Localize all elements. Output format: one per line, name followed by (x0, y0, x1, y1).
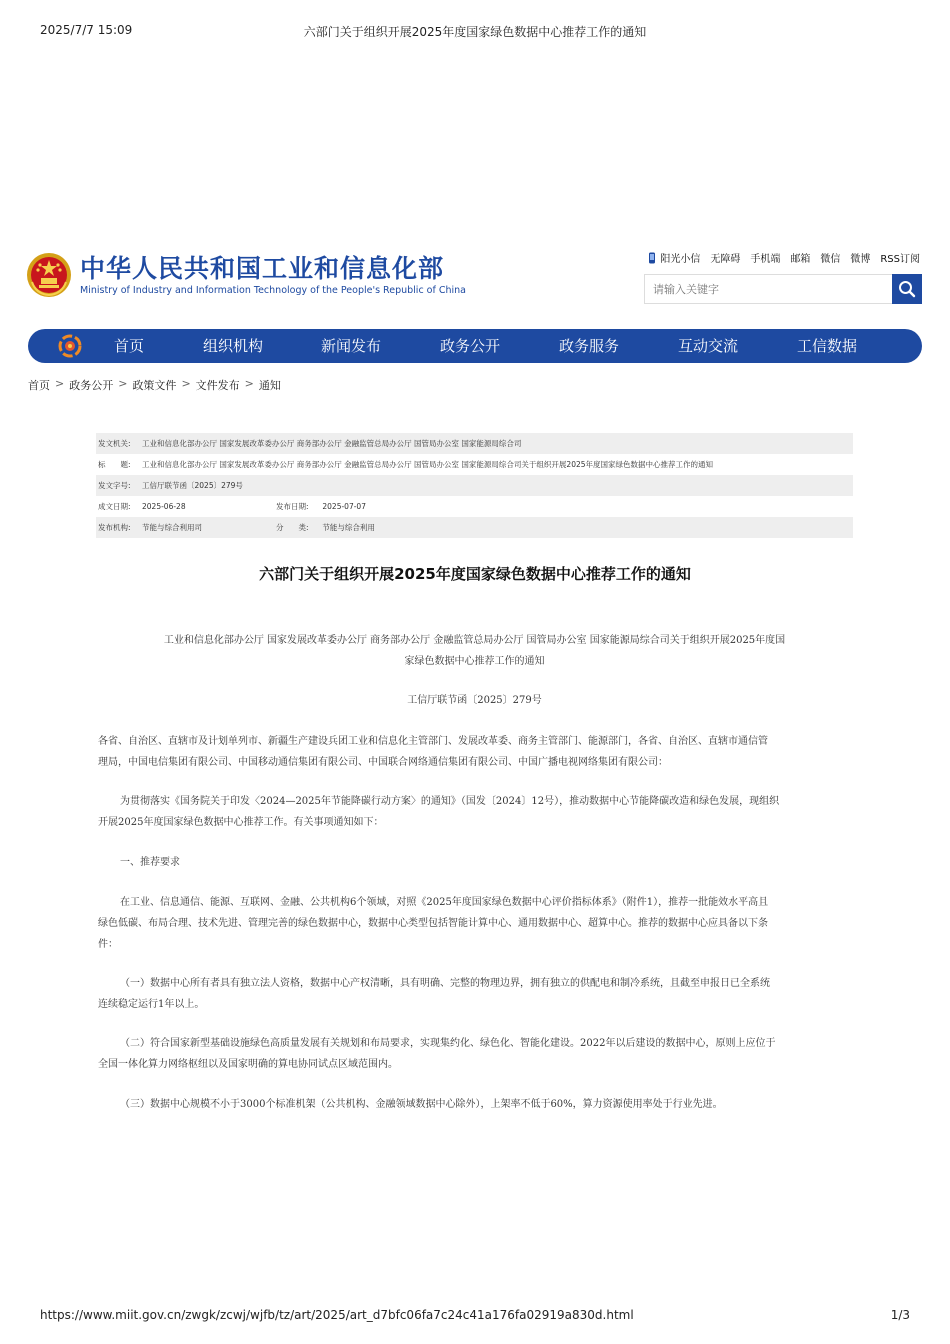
breadcrumb-notice[interactable]: 通知 (258, 379, 281, 392)
search-box (644, 274, 922, 304)
text-line: 件： (98, 939, 118, 950)
document-number: 工信厅联节函〔2025〕279号 (407, 695, 542, 706)
search-icon (898, 280, 916, 298)
document-title: 六部门关于组织开展2025年度国家绿色数据中心推荐工作的通知 (259, 565, 691, 583)
document-subtitle (96, 630, 853, 672)
top-link-sunshine[interactable] (648, 250, 700, 265)
meta-issuer: 工业和信息化部办公厅 国家发展改革委办公厅 商务部办公厅 金融监管总局办公厅 国管局办公室 国家能源局综合司 (142, 439, 522, 448)
meta-label: 发布机构: (98, 523, 131, 532)
nav-logo-icon (58, 334, 82, 358)
print-page-title: 六部门关于组织开展2025年度国家绿色数据中心推荐工作的通知 (303, 25, 647, 39)
mascot-icon (648, 252, 656, 264)
breadcrumb (28, 377, 281, 393)
print-datetime: 2025/7/7 15:09 (40, 23, 133, 37)
text-line: （一）数据中心所有者具有独立法人资格，数据中心产权清晰，具有明确、完整的物理边界，拥有独立的供配电和制冷系统，且截至申报日已全系统 (120, 978, 770, 989)
text-line: 工业和信息化部办公厅 国家发展改革委办公厅 商务部办公厅 金融监管总局办公厅 国管局办公室 国家能源局综合司关于组织开展2025年度国 (163, 635, 786, 646)
meta-label: 发文机关: (98, 439, 131, 448)
meta-row-title (96, 454, 853, 475)
section-heading-requirements: 一、推荐要求 (120, 857, 180, 868)
meta-row-doc-no (96, 475, 853, 496)
breadcrumb-separator: > (55, 377, 65, 390)
meta-row-issuer (96, 433, 853, 454)
national-emblem-icon (26, 252, 72, 298)
top-links (648, 250, 920, 265)
meta-created-date: 2025-06-28 (142, 502, 186, 511)
meta-label: 发布日期: (276, 502, 309, 511)
breadcrumb-separator: > (118, 377, 128, 390)
meta-agency: 节能与综合利用司 (142, 523, 202, 532)
top-link-label: 阳光小信 (660, 254, 701, 265)
meta-label: 发文字号: (98, 481, 131, 490)
meta-title: 工业和信息化部办公厅 国家发展改革委办公厅 商务部办公厅 金融监管总局办公厅 国管局办公室 国家能源局综合司关于组织开展2025年度国家绿色数据中心推荐工作的通知 (142, 460, 714, 469)
meta-row-dates (96, 496, 853, 517)
text-line: （三）数据中心规模不小于3000个标准机架（公共机构、金融领域数据中心除外），上架率不低于60%，算力资源使用率处于行业先进。 (120, 1099, 723, 1110)
nav-interaction[interactable]: 互动交流 (678, 337, 739, 355)
main-nav (28, 329, 922, 363)
paragraph-requirements (98, 892, 858, 955)
paragraph-item-1 (98, 973, 858, 1015)
text-line: 各省、自治区、直辖市及计划单列市、新疆生产建设兵团工业和信息化主管部门、发展改革委、商务主管部门、能源部门，各省、自治区、直辖市通信管 (98, 736, 768, 747)
print-url: https://www.miit.gov.cn/zwgk/zcwj/wjfb/tz/art/2025/art_d7bfc06fa7c24c41a176fa02919a830d.html (40, 1308, 634, 1322)
nav-organization[interactable]: 组织机构 (203, 337, 264, 355)
breadcrumb-separator: > (181, 377, 191, 390)
site-logo[interactable] (26, 252, 466, 298)
meta-label: 标 题: (98, 460, 131, 469)
paragraph-item-2 (98, 1033, 858, 1075)
top-link-accessibility[interactable]: 无障碍 (710, 254, 741, 265)
print-page-number: 1/3 (890, 1308, 910, 1322)
text-line: 连续稳定运行1年以上。 (98, 999, 205, 1010)
text-line: （二）符合国家新型基础设施绿色高质量发展有关规划和布局要求，实现集约化、绿色化、智能化建设。2022年以后建设的数据中心，原则上应位于 (120, 1038, 776, 1049)
text-line: 在工业、信息通信、能源、互联网、金融、公共机构6个领域，对照《2025年度国家绿色数据中心评价指标体系》（附件1），推荐一批能效水平高且 (120, 897, 769, 908)
site-name-en: Ministry of Industry and Information Technology of the People's Republic of China (80, 285, 466, 296)
top-link-mail[interactable]: 邮箱 (790, 254, 811, 265)
meta-category: 节能与综合利用 (322, 523, 375, 532)
nav-home[interactable]: 首页 (114, 337, 145, 355)
nav-government-affairs[interactable]: 政务公开 (440, 337, 501, 355)
breadcrumb-home[interactable]: 首页 (28, 379, 50, 392)
meta-published-date: 2025-07-07 (322, 502, 366, 511)
text-line: 开展2025年度国家绿色数据中心推荐工作。有关事项通知如下： (98, 817, 384, 828)
paragraph-intro (98, 791, 858, 833)
breadcrumb-separator: > (244, 377, 254, 390)
top-link-weibo[interactable]: 微博 (850, 254, 871, 265)
site-name-cn: 中华人民共和国工业和信息化部 (80, 254, 445, 283)
text-line: 绿色低碳、布局合理、技术先进、管理完善的绿色数据中心，数据中心类型包括智能计算中心、通用数据中心、超算中心。推荐的数据中心应具备以下条 (98, 918, 768, 929)
text-line: 理局，中国电信集团有限公司、中国移动通信集团有限公司、中国联合网络通信集团有限公司、中国广播电视网络集团有限公司： (98, 757, 668, 768)
meta-row-agency (96, 517, 853, 538)
text-line: 家绿色数据中心推荐工作的通知 (404, 656, 545, 667)
nav-news[interactable]: 新闻发布 (321, 337, 382, 355)
nav-government-services[interactable]: 政务服务 (559, 337, 620, 355)
top-link-rss[interactable]: RSS订阅 (880, 254, 920, 265)
top-link-wechat[interactable]: 微信 (820, 254, 841, 265)
breadcrumb-file-release[interactable]: 文件发布 (195, 379, 240, 392)
search-button[interactable] (892, 274, 922, 304)
breadcrumb-policy-files[interactable]: 政策文件 (132, 379, 177, 392)
search-input[interactable] (644, 274, 892, 304)
document-meta-table (96, 433, 853, 538)
breadcrumb-government-affairs[interactable]: 政务公开 (69, 379, 114, 392)
text-line: 为贯彻落实《国务院关于印发〈2024—2025年节能降碳行动方案〉的通知》（国发〔2024〕12号），推动数据中心节能降碳改造和绿色发展，现组织 (120, 796, 780, 807)
top-link-mobile[interactable]: 手机端 (750, 254, 781, 265)
paragraph-item-3 (98, 1094, 858, 1115)
meta-label: 分 类: (276, 523, 309, 532)
nav-data[interactable]: 工信数据 (797, 337, 858, 355)
meta-doc-no: 工信厅联节函〔2025〕279号 (142, 481, 243, 490)
meta-label: 成文日期: (98, 502, 131, 511)
text-line: 全国一体化算力网络枢纽以及国家明确的算电协同试点区域范围内。 (98, 1059, 398, 1070)
document-addressee (98, 731, 858, 773)
